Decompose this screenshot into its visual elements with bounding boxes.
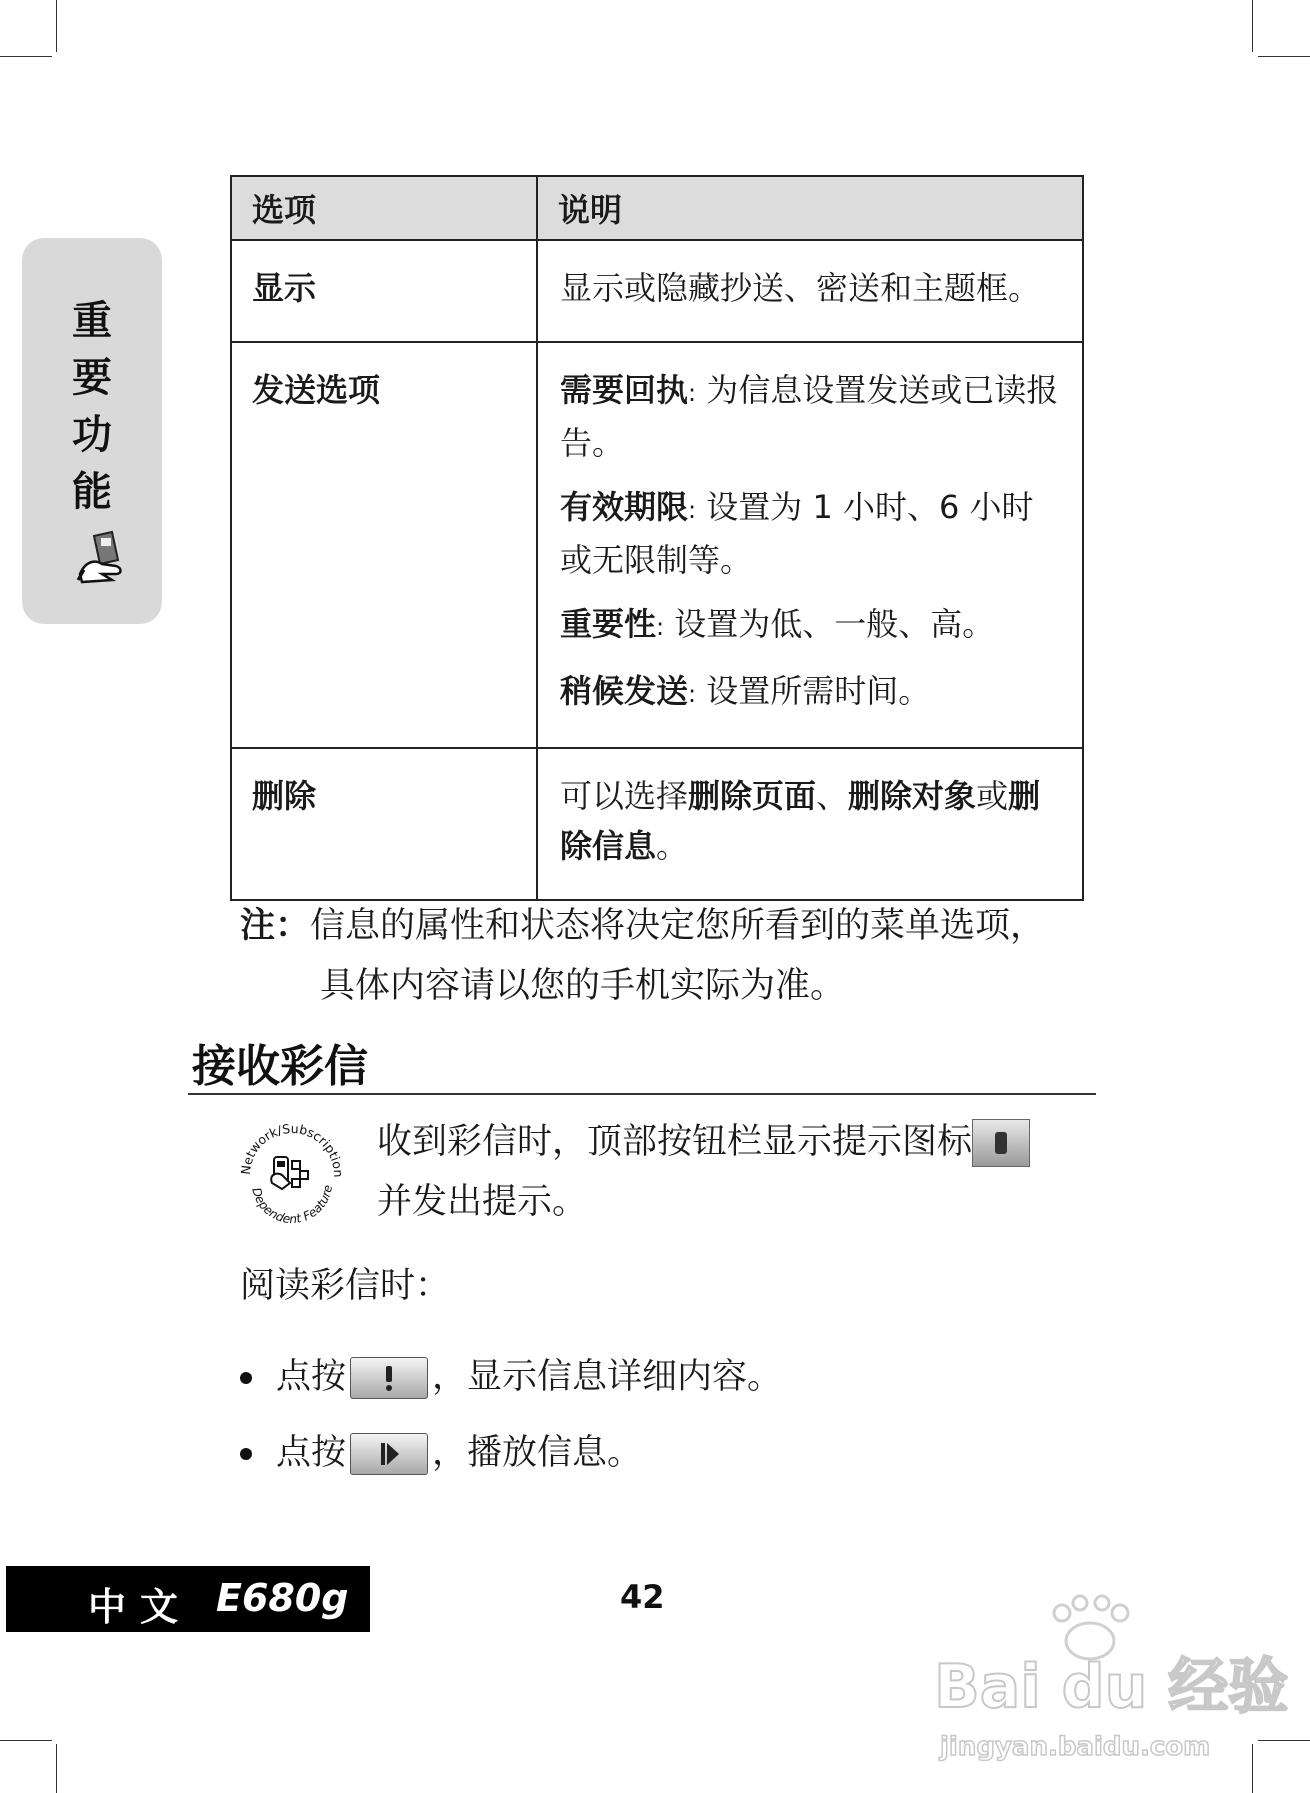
sub-option-term: 有效期限	[560, 488, 689, 526]
text-run: 并发出提示。	[377, 1182, 588, 1222]
footer-model: E680g	[216, 1576, 349, 1620]
sub-option-term: 重要性	[560, 605, 657, 643]
text-run: 、	[816, 777, 849, 815]
sub-option-term: 需要回执	[560, 371, 689, 409]
section-heading: 接收彩信	[192, 1041, 368, 1092]
note-line: 信息的属性和状态将决定您所看到的菜单选项，	[310, 906, 1046, 946]
crop-mark	[0, 56, 52, 57]
page-number: 42	[620, 1578, 665, 1616]
baidu-jingyan-watermark	[930, 1595, 1289, 1765]
sub-option: 需要回执: 为信息设置发送或已读报告。	[560, 371, 1059, 462]
column-header-option: 选项	[231, 176, 537, 240]
sub-option: 重要性: 设置为低、一般、高。	[560, 605, 995, 643]
table-header-row	[231, 176, 1083, 240]
exclamation-softkey-icon	[350, 1357, 428, 1399]
chapter-title-vertical	[22, 292, 162, 520]
section-divider	[188, 1093, 1096, 1095]
delete-option-term: 删除信息	[560, 777, 1041, 865]
list-item	[240, 1352, 782, 1402]
crop-mark	[1258, 56, 1310, 57]
crop-mark	[56, 1744, 57, 1793]
sub-option-text: 设置为低、一般、高。	[674, 605, 995, 643]
chapter-char: 要	[72, 354, 112, 401]
option-description	[537, 748, 1083, 900]
receive-description	[377, 1112, 1097, 1232]
option-name: 发送选项	[231, 342, 537, 748]
note-paragraph	[240, 896, 1045, 1016]
crop-mark	[0, 1740, 52, 1741]
column-header-description: 说明	[537, 176, 1083, 240]
badge-top-text: Network/Subscription	[237, 1120, 347, 1178]
text-run: 点按	[276, 1357, 347, 1397]
delete-option-term: 删除对象	[848, 777, 977, 815]
bullet-dot	[240, 1448, 252, 1460]
sub-option: 有效期限: 设置为 1 小时、6 小时或无限制等。	[560, 488, 1034, 579]
chapter-char: 重	[72, 297, 112, 344]
option-name: 删除	[231, 748, 537, 900]
list-item	[240, 1428, 642, 1478]
watermark-url: jingyan.baidu.com	[940, 1732, 1211, 1762]
crop-mark	[1252, 0, 1253, 52]
network-dependent-feature-icon	[236, 1113, 348, 1227]
read-instructions-label: 阅读彩信时：	[240, 1266, 451, 1306]
footer-language: 中文	[88, 1585, 193, 1629]
phone-hand-icon	[72, 530, 132, 586]
delete-option-term: 删除页面	[688, 777, 817, 815]
option-description	[537, 240, 1083, 342]
description-text	[560, 771, 1062, 871]
sub-option-text: 设置为 1 小时、6 小时或无限制等。	[560, 488, 1034, 579]
note-line: 具体内容请以您的手机实际为准。	[320, 966, 846, 1006]
sub-option-text: 设置所需时间。	[706, 672, 931, 710]
options-table	[230, 175, 1084, 901]
table-row	[231, 748, 1083, 900]
crop-mark	[1258, 1740, 1310, 1741]
sub-option-text: 为信息设置发送或已读报告。	[560, 371, 1059, 462]
footer-label	[6, 1566, 370, 1632]
chapter-char: 功	[72, 411, 112, 458]
play-softkey-icon	[350, 1433, 428, 1475]
description-text: 显示或隐藏抄送、密送和主题框。	[560, 269, 1041, 307]
text-run: 点按	[276, 1433, 347, 1473]
sub-option: 稍候发送: 设置所需时间。	[560, 672, 931, 710]
option-name: 显示	[231, 240, 537, 342]
crop-mark	[1252, 1744, 1253, 1793]
badge-bottom-text: Dependent Feature	[249, 1183, 336, 1227]
text-run: 。	[656, 827, 689, 865]
option-description	[537, 342, 1083, 748]
bullet-dot	[240, 1372, 252, 1384]
table-row	[231, 342, 1083, 748]
chapter-char: 能	[72, 468, 112, 515]
text-run: ，播放信息。	[432, 1433, 643, 1473]
text-run: 或	[976, 777, 1009, 815]
sub-option-term: 稍候发送	[560, 672, 689, 710]
text-run: ，显示信息详细内容。	[432, 1357, 783, 1397]
table-row	[231, 240, 1083, 342]
svg-text:Dependent Feature	[249, 1184, 335, 1226]
crop-mark	[56, 0, 57, 52]
watermark-brand: Bai du 经验	[934, 1652, 1289, 1722]
mms-alert-status-icon	[972, 1119, 1030, 1167]
text-run: 收到彩信时，顶部按钮栏显示提示图标	[377, 1122, 973, 1162]
note-label: 注：	[240, 906, 311, 946]
text-run: 可以选择	[560, 777, 689, 815]
chapter-side-tab	[22, 238, 162, 624]
